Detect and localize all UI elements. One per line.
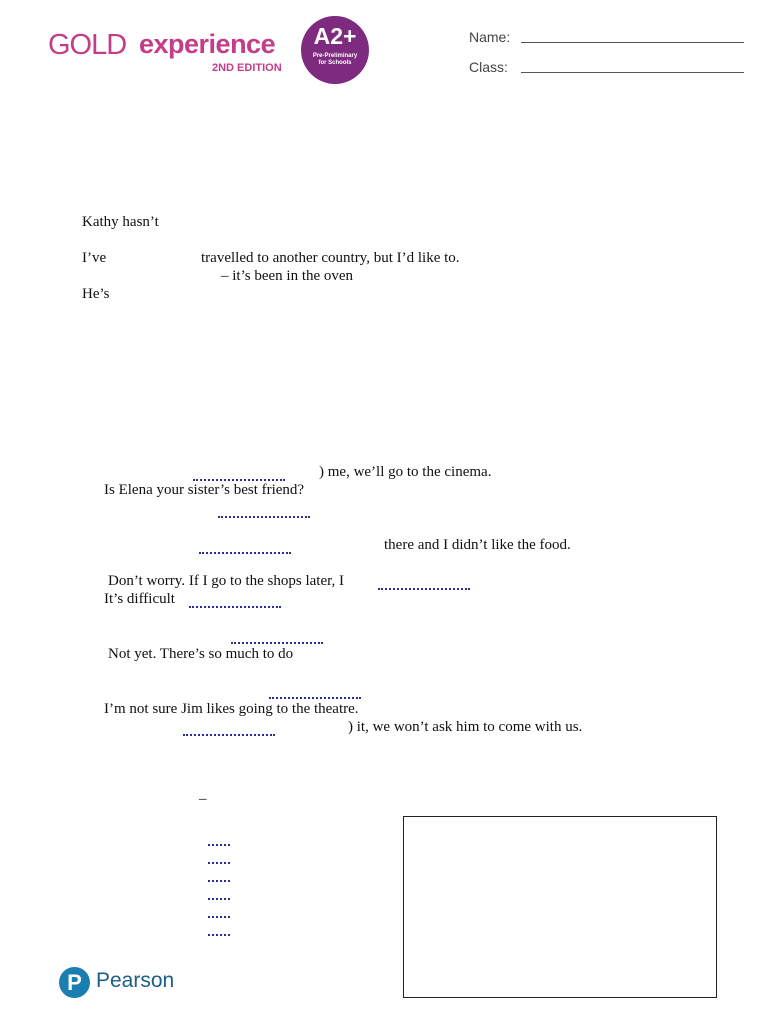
sentence-10: Not yet. There’s so much to do — [108, 646, 294, 662]
level-badge — [301, 16, 369, 84]
answer-blank-2[interactable] — [218, 516, 310, 518]
pearson-logo-icon: P — [59, 967, 90, 998]
short-blank-6[interactable] — [208, 934, 230, 936]
sentence-4: He’s — [82, 286, 110, 302]
answer-blank-8[interactable] — [183, 734, 275, 736]
sentence-3: – it’s been in the oven — [221, 268, 354, 284]
sentence-1: Kathy hasn’t — [82, 214, 159, 230]
answer-blank-6[interactable] — [231, 642, 323, 644]
answer-blank-1[interactable] — [193, 479, 285, 481]
level-sub-line1: Pre-Preliminary — [312, 53, 358, 59]
sentence-2-end: travelled to another country, but I’d like to. — [201, 250, 460, 266]
sentence-5-end: ) me, we’ll go to the cinema. — [319, 464, 492, 480]
sentence-12-end: ) it, we won’t ask him to come with us. — [348, 719, 583, 735]
dash-mark: – — [199, 791, 207, 807]
short-blank-2[interactable] — [208, 862, 230, 864]
answer-blank-5[interactable] — [189, 606, 281, 608]
short-blank-1[interactable] — [208, 844, 230, 846]
class-label: Class: — [469, 59, 508, 75]
sentence-7-end: there and I didn’t like the food. — [384, 537, 571, 553]
brand-experience-text: experience — [139, 29, 276, 59]
sentence-6: Is Elena your sister’s best friend? — [104, 482, 305, 498]
short-blank-5[interactable] — [208, 916, 230, 918]
class-field[interactable] — [521, 72, 744, 73]
short-blank-3[interactable] — [208, 880, 230, 882]
edition-label: 2ND EDITION — [212, 62, 282, 74]
answer-blank-7[interactable] — [269, 697, 361, 699]
sentence-9: It’s difficult — [104, 591, 175, 607]
level-text: A2+ — [313, 23, 357, 49]
answer-box[interactable] — [403, 816, 717, 998]
sentence-8: Don’t worry. If I go to the shops later, I — [108, 573, 345, 589]
name-label: Name: — [469, 29, 511, 45]
sentence-11: I’m not sure Jim likes going to the theatre. — [104, 701, 359, 717]
answer-blank-4[interactable] — [378, 588, 470, 590]
name-field[interactable] — [521, 42, 744, 43]
publisher-name: Pearson — [96, 969, 175, 992]
brand-gold-text: GOLD — [48, 29, 127, 61]
sentence-2-start: I’ve — [82, 250, 107, 266]
short-blank-4[interactable] — [208, 898, 230, 900]
level-sub-line2: for Schools — [318, 60, 352, 67]
answer-blank-3[interactable] — [199, 552, 291, 554]
